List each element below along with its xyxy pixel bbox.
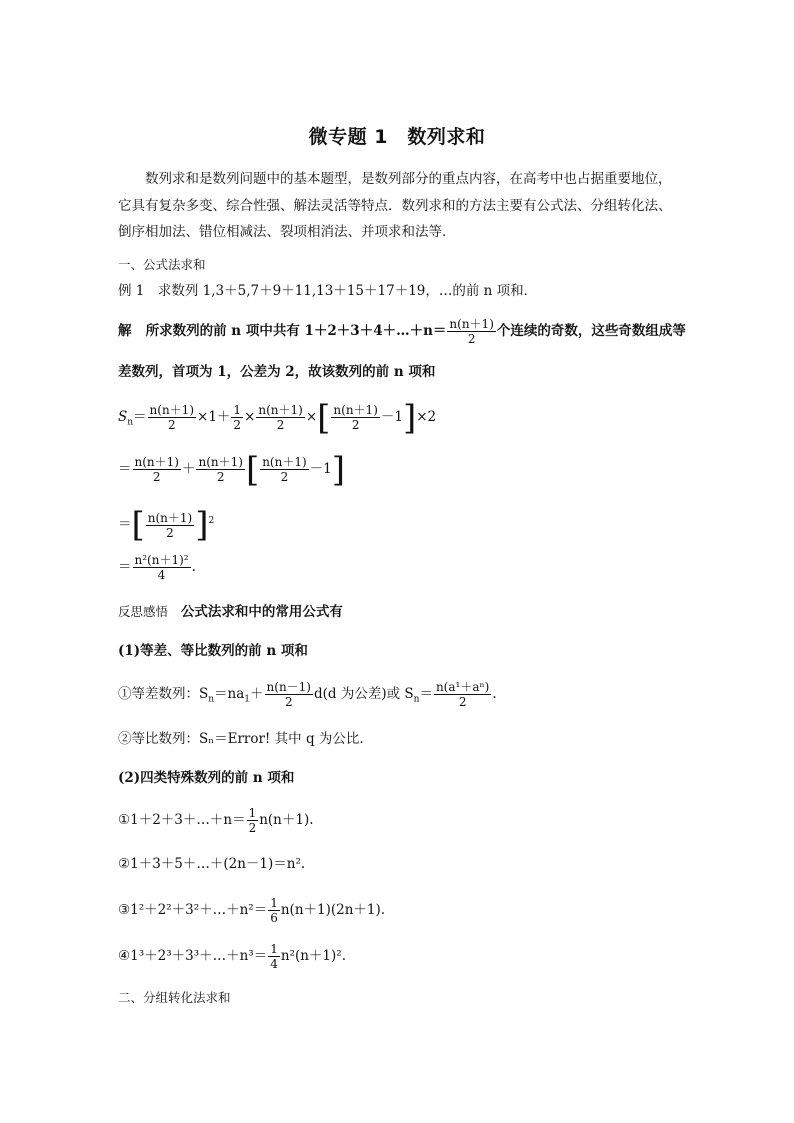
frac-num: n(n＋1) [147, 510, 193, 525]
arith-eq: ＝ [419, 686, 433, 702]
derivation-line-4 [118, 548, 196, 586]
sn-symbol: S [118, 409, 128, 425]
formula-fraction [268, 942, 280, 971]
formula-fraction [268, 896, 280, 925]
derivation-line-1 [118, 398, 436, 442]
solution-line-1 [118, 316, 686, 346]
arith-end: . [492, 686, 497, 702]
fraction-half [231, 403, 243, 432]
equals: ＝ [118, 516, 132, 533]
frac-num: 1 [248, 806, 257, 820]
section-heading-2: 二、分组转化法求和 [118, 990, 231, 1005]
times: × [244, 409, 256, 425]
reflection-text: 公式法求和中的常用公式有 [180, 604, 343, 620]
frac-den: 2 [216, 470, 225, 484]
fraction-b [256, 403, 304, 432]
right-bracket: ] [195, 505, 209, 545]
frac-den: 2 [351, 418, 360, 432]
frac-num: n(n＋1) [333, 403, 378, 417]
arith-post: d(d 为公差)或 S [314, 686, 414, 702]
minus-one: －1 [309, 461, 332, 477]
solution-text-b: 个连续的奇数，这些奇数组成等 [496, 323, 686, 339]
solution-fraction [447, 317, 495, 346]
geometric-formula: ②等比数列：Sₙ＝Error! 其中 q 为公比. [118, 731, 364, 747]
subsection-2: (2)四类特殊数列的前 n 项和 [118, 770, 295, 786]
solution-text-a: 所求数列的前 n 项中共有 1＋2＋3＋4＋…＋n＝ [145, 323, 447, 339]
derivation-line-2 [118, 450, 345, 488]
formula-pre: ①1＋2＋3＋…＋n＝ [118, 812, 246, 828]
frac-den: 2 [152, 470, 161, 484]
intro-paragraph: 数列求和是数列问题中的基本题型，是数列部分的重点内容，在高考中也占据重要地位，它具有复杂多变、综合性强、解法灵活等特点．数列求和的方法主要有公式法、分组转化法、倒序相加法、错位相减法、裂项相消法、并项求和法等． [118, 171, 672, 240]
fraction-f [260, 455, 308, 484]
formula-3 [118, 892, 385, 928]
formula-1 [118, 802, 314, 838]
square: 2 [208, 516, 215, 526]
formula-pre: ③1²＋2²＋3²＋…＋n²＝ [118, 902, 268, 918]
equals: ＝ [118, 559, 132, 575]
arith-a-sub: 1 [244, 694, 251, 705]
times: × [305, 409, 318, 425]
arith-sub: n [208, 694, 215, 705]
arith-plus: ＋ [250, 686, 264, 702]
fraction-denominator: 2 [467, 332, 476, 346]
formula-fraction [247, 806, 259, 835]
frac-den: 2 [276, 418, 285, 432]
frac-den: 2 [458, 695, 467, 709]
frac-den: 2 [166, 525, 174, 540]
example-1: 例 1 求数列 1,3＋5,7＋9＋11,13＋15＋17＋19，…的前 n 项和． [118, 283, 538, 299]
formula-4 [118, 938, 346, 974]
sn-subscript: n [127, 417, 134, 428]
frac-den: 2 [167, 418, 176, 432]
left-bracket: [ [317, 397, 331, 438]
equals: ＝ [133, 409, 147, 425]
frac-num: n(n＋1) [198, 455, 243, 469]
right-bracket: ] [402, 397, 417, 438]
derivation-line-3 [118, 502, 214, 544]
frac-den: 2 [233, 418, 242, 432]
formula-post: n²(n＋1)². [280, 948, 346, 964]
fraction-c [331, 403, 379, 432]
page-title: 微专题 1 数列求和 [308, 126, 486, 148]
reflection-label: 反思感悟 [118, 604, 169, 619]
frac-den: 6 [270, 911, 278, 925]
fraction-d [133, 455, 181, 484]
arithmetic-formula [118, 676, 497, 718]
frac-den: 4 [157, 568, 166, 582]
arith-mid: ＝na [214, 686, 245, 702]
formula-post: n(n＋1)(2n＋1). [280, 902, 386, 918]
frac-den: 4 [270, 957, 278, 971]
formula-post: n(n＋1). [259, 812, 314, 828]
subsection-1: (1)等差、等比数列的前 n 项和 [118, 643, 308, 659]
frac-num: n(a¹＋aⁿ) [435, 680, 490, 694]
frac-num: n(n＋1) [262, 455, 307, 469]
formula-2: ②1＋3＋5＋…＋(2n－1)＝n². [118, 856, 306, 872]
left-bracket: [ [131, 505, 145, 545]
frac-num: n(n＋1) [149, 403, 195, 417]
solution-line-2: 差数列，首项为 1，公差为 2，故该数列的前 n 项和 [118, 364, 436, 380]
arith-sub-2: n [413, 694, 420, 705]
formula-pre: ④1³＋2³＋3³＋…＋n³＝ [118, 948, 268, 964]
equals: ＝ [118, 461, 132, 477]
fraction-e [196, 455, 244, 484]
section-heading-1: 一、公式法求和 [118, 257, 206, 272]
frac-den: 2 [284, 695, 293, 709]
frac-num: n²(n＋1)² [134, 553, 189, 567]
arith-pre: ①等差数列：S [118, 686, 209, 702]
frac-num: 1 [233, 403, 242, 417]
fraction-a [148, 403, 196, 432]
fraction-final [133, 553, 191, 582]
fraction-numerator: n(n＋1) [449, 317, 494, 331]
minus-one: －1 [380, 409, 403, 425]
arith-fraction-2 [434, 680, 491, 709]
reflection-line [118, 604, 343, 620]
times-two: ×2 [416, 409, 437, 425]
right-bracket: ] [331, 449, 346, 490]
frac-den: 2 [280, 470, 289, 484]
plus: ＋ [181, 461, 196, 477]
frac-num: n(n－1) [266, 680, 311, 694]
frac-num: 1 [270, 896, 278, 910]
times-one: ×1＋ [197, 409, 231, 425]
frac-num: 1 [270, 942, 278, 956]
period: . [191, 559, 196, 575]
frac-num: n(n＋1) [134, 455, 179, 469]
frac-den: 2 [248, 821, 257, 835]
solution-label: 解 [118, 323, 132, 339]
frac-num: n(n＋1) [258, 403, 303, 417]
left-bracket: [ [245, 449, 260, 490]
arith-fraction [265, 680, 313, 709]
fraction-g [146, 511, 194, 540]
